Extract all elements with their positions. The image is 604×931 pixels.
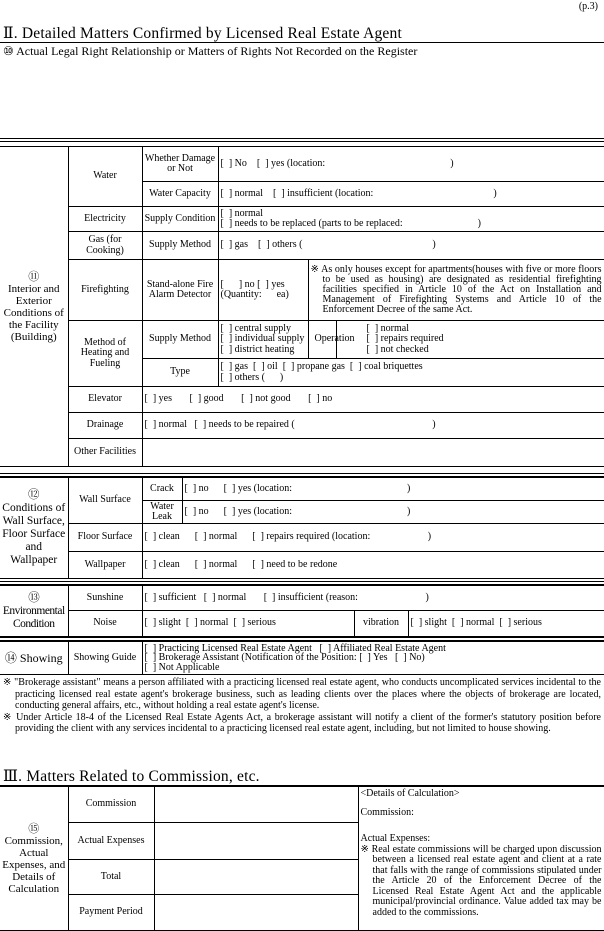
note-article-18-4: ※ Under Article 18-4 of the Licensed Real Estate Agents Act, a brokerage assistant will notify a client of the former's statutory position before providing the client with any services incidental to a practicing licensed real estate agent, including, but not limited to house showing. xyxy=(3,711,601,734)
water-capacity-label: Water Capacity xyxy=(142,182,218,207)
fire-alarm-label: Stand-alone Fire Alarm Detector xyxy=(142,260,218,321)
crack-value: [ ] no [ ] yes (location: ) xyxy=(182,478,604,501)
sunshine-value: [ ] sufficient [ ] normal [ ] insufficient (reason: ) xyxy=(142,586,604,611)
heating-type-label: Type xyxy=(142,359,218,387)
item10-label: ⑩ Actual Legal Right Relationship or Matters of Rights Not Recorded on the Register xyxy=(3,44,418,58)
actual-expenses-value xyxy=(154,823,358,860)
water-leak-label: Water Leak xyxy=(142,501,182,524)
note-brokerage-assistant: ※ "Brokerage assistant" means a person affiliated with a practicing licensed real estate agent, who conducts uncomplicated services incidental to the practicing licensed real estate agent's brokerage business, such as leading clients over the places where the objects of brokerage are located, conducting general affairs, etc., without holding a real estate agent's license. xyxy=(3,677,601,711)
water-damage-value: [ ] No [ ] yes (location: ) xyxy=(218,147,604,182)
electricity-label: Electricity xyxy=(68,207,142,232)
total-label: Total xyxy=(68,860,154,895)
operation-label: Operation xyxy=(308,321,336,359)
showing-table xyxy=(0,641,604,675)
floor-surface-value: [ ] clean [ ] normal [ ] repairs required (location: ) xyxy=(142,524,604,552)
electricity-value: [ ] normal [ ] needs to be replaced (parts to be replaced: ) xyxy=(218,207,604,232)
other-facilities-label: Other Facilities xyxy=(68,439,142,467)
commission-label: Commission xyxy=(68,787,154,823)
elevator-label: Elevator xyxy=(68,387,142,413)
drainage-value: [ ] normal [ ] needs to be repaired ( ) xyxy=(142,413,604,439)
water-leak-value: [ ] no [ ] yes (location: ) xyxy=(182,501,604,524)
details-title: <Details of Calculation> xyxy=(360,788,460,799)
payment-period-value xyxy=(154,895,358,931)
wall-floor-table xyxy=(0,477,604,579)
total-value xyxy=(154,860,358,895)
divider xyxy=(0,138,604,142)
commission-table xyxy=(0,786,604,931)
commission-value xyxy=(154,787,358,823)
details-expenses: Actual Expenses: xyxy=(360,833,431,844)
item12-label: ⑫ Conditions of Wall Surface, Floor Surface and Wallpaper xyxy=(0,478,68,579)
sunshine-label: Sunshine xyxy=(68,586,142,611)
item15-label: ⑮ Commission, Actual Expenses, and Details of Calculation xyxy=(0,787,68,931)
water-label: Water xyxy=(68,147,142,207)
environment-table xyxy=(0,585,604,637)
electricity-supply-label: Supply Condition xyxy=(142,207,218,232)
vibration-value: [ ] slight [ ] normal [ ] serious xyxy=(408,611,604,637)
wallpaper-value: [ ] clean [ ] normal [ ] need to be redone xyxy=(142,552,604,579)
operation-value: [ ] normal [ ] repairs required [ ] not checked xyxy=(336,321,604,359)
notes xyxy=(3,677,601,735)
water-capacity-value: [ ] normal [ ] insufficient (location: ) xyxy=(218,182,604,207)
section2-rule xyxy=(0,42,604,43)
showing-guide-label: Showing Guide xyxy=(68,642,142,675)
floor-surface-label: Floor Surface xyxy=(68,524,142,552)
showing-guide-value: [ ] Practicing Licensed Real Estate Agent [ ] Affiliated Real Estate Agent [ ] Brokerage Assistant (Notification of the Position: [ ] Yes [ ] No) [ ] Not Applicable xyxy=(142,642,604,675)
drainage-label: Drainage xyxy=(68,413,142,439)
payment-period-label: Payment Period xyxy=(68,895,154,931)
heating-type-value: [ ] gas [ ] oil [ ] propane gas [ ] coal briquettes [ ] others ( ) xyxy=(218,359,604,387)
heating-supply-label: Supply Method xyxy=(142,321,218,359)
firefighting-note: ※ As only houses except for apartments(houses with five or more floors to be used as housing) are designated as residential firefighting facilities specified in Article 10 of the Act on Installation and Management of Firefighting Systems and Article 10 of the Enforcement Decree of the same Act. xyxy=(308,260,604,321)
item14-label: ⑭ Showing xyxy=(0,642,68,675)
section3-title: Ⅲ. Matters Related to Commission, etc. xyxy=(3,768,260,785)
wall-surface-label: Wall Surface xyxy=(68,478,142,524)
item11-label: ⑪ Interior and Exterior Conditions of the Facility (Building) xyxy=(0,147,68,467)
details-note: ※ Real estate commissions will be charged upon discussion between a licensed real estate agent and client at a rate that falls with the range of commissions stipulated under the Article 20 of the Enforcement Decree of the Licensed Real Estate Agent Act and the applicable municipal/provincial ordinance. Value added tax may be added to the commissions. xyxy=(360,843,602,918)
water-damage-label: Whether Damage or Not xyxy=(142,147,218,182)
elevator-value: [ ] yes [ ] good [ ] not good [ ] no xyxy=(142,387,604,413)
fire-alarm-value: [ ] no [ ] yes (Quantity: ea) xyxy=(218,260,308,321)
item13-label: ⑬ Environmental Condition xyxy=(0,586,68,637)
noise-label: Noise xyxy=(68,611,142,637)
calculation-details xyxy=(358,787,604,931)
noise-value: [ ] slight [ ] normal [ ] serious xyxy=(142,611,354,637)
other-facilities-value xyxy=(142,439,604,467)
gas-value: [ ] gas [ ] others ( ) xyxy=(218,232,604,260)
firefighting-label: Firefighting xyxy=(68,260,142,321)
section2-title: Ⅱ. Detailed Matters Confirmed by Licensed Real Estate Agent xyxy=(3,25,402,42)
crack-label: Crack xyxy=(142,478,182,501)
page-number: (p.3) xyxy=(578,1,598,12)
actual-expenses-label: Actual Expenses xyxy=(68,823,154,860)
facility-conditions-table xyxy=(0,146,604,467)
gas-label: Gas (for Cooking) xyxy=(68,232,142,260)
gas-supply-label: Supply Method xyxy=(142,232,218,260)
wallpaper-label: Wallpaper xyxy=(68,552,142,579)
heating-label: Method of Heating and Fueling xyxy=(68,321,142,387)
vibration-label: vibration xyxy=(354,611,408,637)
heating-supply-value: [ ] central supply [ ] individual supply [ ] district heating xyxy=(218,321,308,359)
details-commission: Commission: xyxy=(360,806,414,818)
